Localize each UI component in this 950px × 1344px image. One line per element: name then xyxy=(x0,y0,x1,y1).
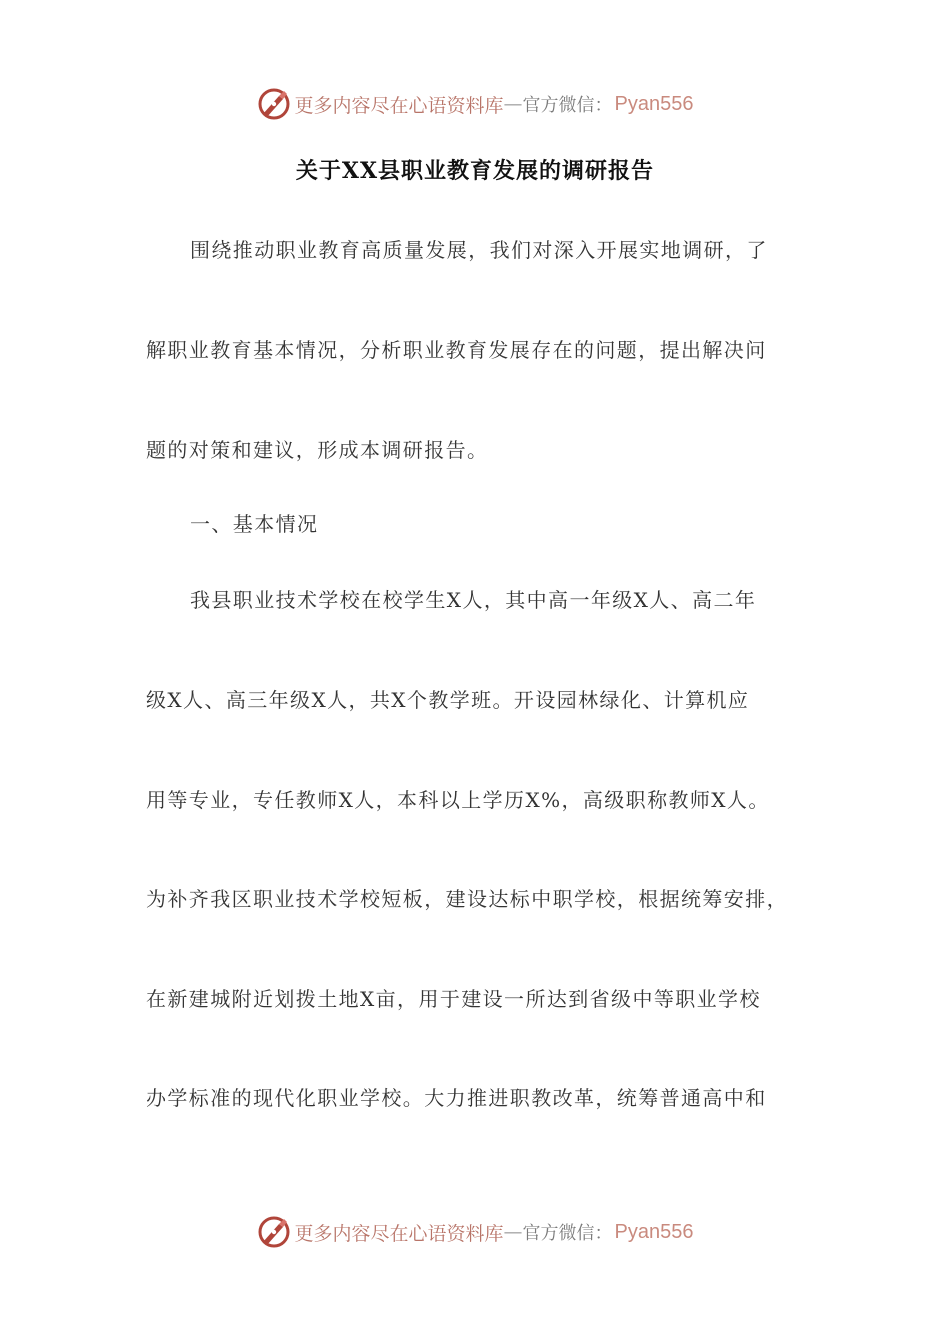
paragraph-line: 我县职业技术学校在校学生X人，其中高一年级X人、高二年 xyxy=(190,588,757,612)
banner-text: 更多内容尽在心语资料库 xyxy=(294,94,504,117)
banner-dash: — xyxy=(503,1221,523,1243)
section-heading: 一、基本情况 xyxy=(190,512,319,536)
paragraph-line: 用等专业，专任教师X人，本科以上学历X%，高级职称教师X人。 xyxy=(146,788,770,812)
banner-wechat-id: Pyan556 xyxy=(614,92,694,115)
document-title: 关于XX县职业教育发展的调研报告 xyxy=(295,158,655,184)
header-banner xyxy=(0,84,950,124)
banner-content xyxy=(257,87,694,121)
banner-wechat-id: Pyan556 xyxy=(614,1220,694,1243)
paragraph-line: 题的对策和建议，形成本调研报告。 xyxy=(146,438,489,462)
pen-logo-icon xyxy=(257,87,291,121)
paragraph-line: 围绕推动职业教育高质量发展，我们对深入开展实地调研，了 xyxy=(190,238,768,262)
paragraph-line: 解职业教育基本情况，分析职业教育发展存在的问题，提出解决问 xyxy=(146,338,767,362)
banner-wechat-label: 官方微信： xyxy=(522,1223,613,1244)
paragraph-line: 办学标准的现代化职业学校。大力推进职教改革，统筹普通高中和 xyxy=(146,1086,767,1110)
banner-wechat-label: 官方微信： xyxy=(522,95,613,116)
paragraph-line: 级X人、高三年级X人，共X个教学班。开设园林绿化、计算机应 xyxy=(146,688,750,712)
footer-banner xyxy=(0,1212,950,1252)
banner-text: 更多内容尽在心语资料库 xyxy=(294,1222,504,1245)
banner-dash: — xyxy=(503,93,523,115)
pen-logo-icon xyxy=(257,1215,291,1249)
paragraph-line: 为补齐我区职业技术学校短板，建设达标中职学校，根据统筹安排， xyxy=(146,887,788,911)
banner-content xyxy=(257,1215,694,1249)
paragraph-line: 在新建城附近划拨土地X亩，用于建设一所达到省级中等职业学校 xyxy=(146,987,761,1011)
